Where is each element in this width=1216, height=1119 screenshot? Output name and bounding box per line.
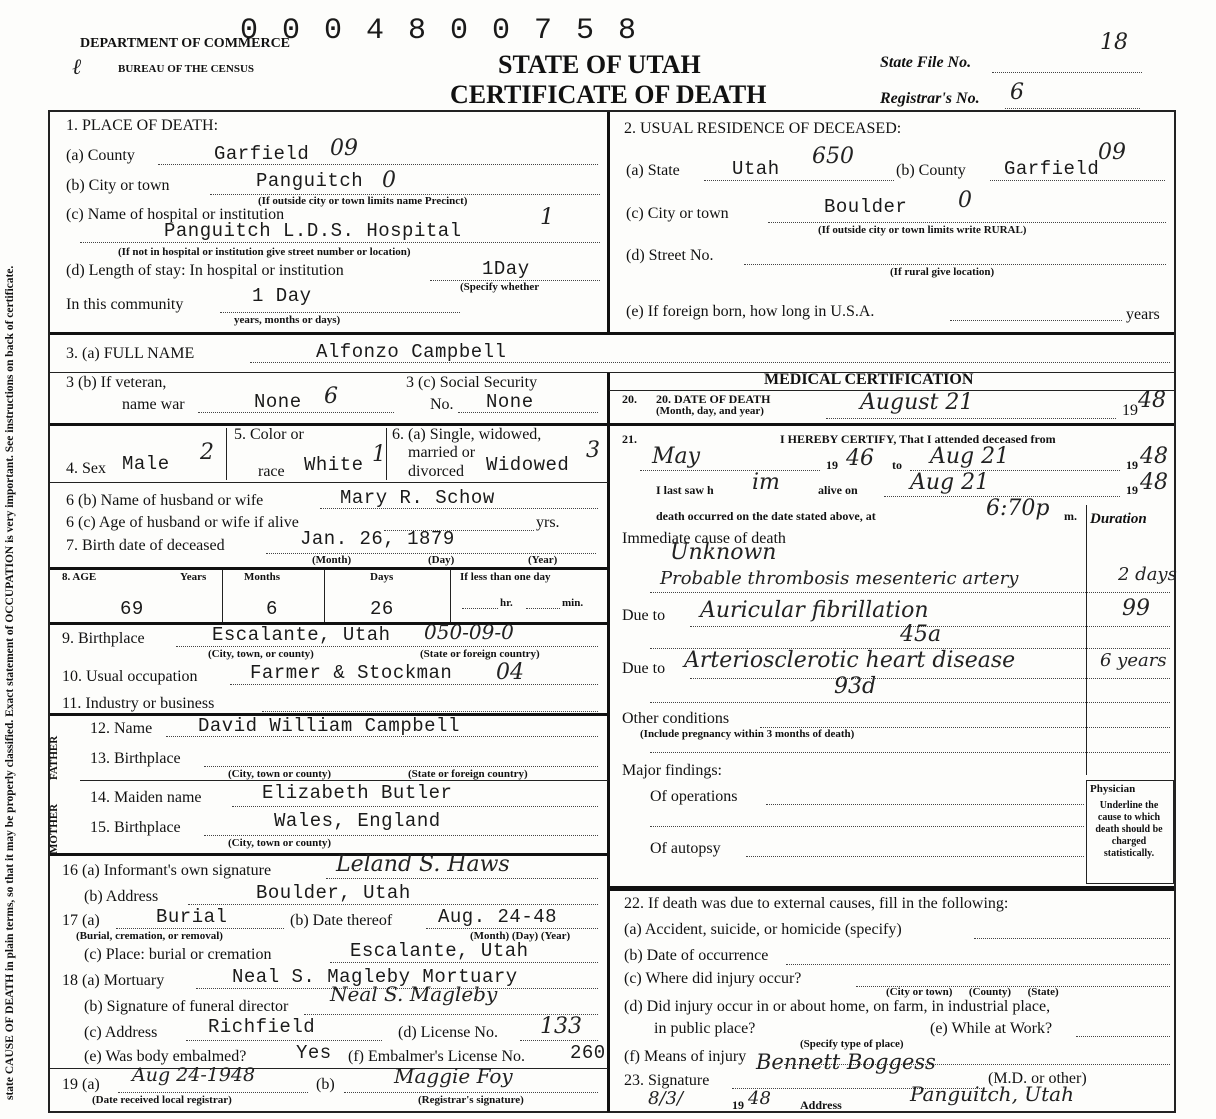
immediate-value-2: Probable thrombosis mesenteric artery <box>660 568 1019 589</box>
age-label: 8. AGE <box>62 571 97 583</box>
spouse-label: 6 (b) Name of husband or wife <box>66 492 264 509</box>
stay-note: (Specify whether <box>460 281 540 293</box>
full-name-label: 3. (a) FULL NAME <box>66 345 195 362</box>
license-value: 133 <box>540 1014 582 1039</box>
burial-date-label: (b) Date thereof <box>290 912 393 929</box>
community-note: years, months or days) <box>234 314 341 326</box>
where-label: (c) Where did injury occur? <box>624 970 802 987</box>
sig-address-label: Address <box>800 1098 842 1112</box>
from-year: 46 <box>846 446 874 471</box>
ssn-label-1: 3 (c) Social Security <box>406 374 538 391</box>
received-note: (Date received local registrar) <box>92 1094 232 1106</box>
mother-bp-note: (City, town or county) <box>228 837 332 849</box>
birthplace-note-1: (City, town, or county) <box>208 648 314 660</box>
occurred-suffix: m. <box>1064 509 1077 523</box>
res-state-label: (a) State <box>626 162 680 179</box>
major-findings-label: Major findings: <box>622 762 722 779</box>
check-mark: ℓ <box>72 55 82 80</box>
embalmed-label: (e) Was body embalmed? <box>84 1048 247 1065</box>
registrar-sig-label: (b) <box>316 1076 335 1093</box>
where-note: (City or town) (County) (State) <box>886 986 1059 998</box>
alive-label: alive on <box>818 483 858 497</box>
birth-date-label: 7. Birth date of deceased <box>66 537 225 554</box>
date-of-death-label: 20. <box>622 392 637 406</box>
mother-birthplace-label: 15. Birthplace <box>90 819 181 836</box>
burial-place-value: Escalante, Utah <box>350 940 529 962</box>
from-year-prefix: 19 <box>826 458 838 472</box>
res-state-value: Utah <box>732 158 780 180</box>
immediate-label: Immediate cause of death <box>622 530 786 547</box>
spouse-value: Mary R. Schow <box>340 487 495 509</box>
work-label: (e) While at Work? <box>930 1020 1053 1037</box>
due1-duration: 99 <box>1122 596 1150 621</box>
color-label-2: race <box>258 463 285 480</box>
mother-maiden-value: Elizabeth Butler <box>262 782 453 804</box>
occurred-time: 6:70p <box>986 496 1050 521</box>
birth-date-value: Jan. 26, 1879 <box>300 528 455 550</box>
bureau-label: BUREAU OF THE CENSUS <box>118 63 255 75</box>
marital-label-1: 6. (a) Single, widowed, <box>392 426 542 443</box>
sex-code: 2 <box>200 440 214 465</box>
industrial-label-2: in public place? <box>654 1020 756 1037</box>
physician-heading: Physician <box>1090 783 1136 795</box>
burial-value: Burial <box>156 906 228 928</box>
state-title: STATE OF UTAH <box>498 50 701 79</box>
color-label-1: 5. Color or <box>234 426 304 443</box>
months-label: Months <box>244 571 281 583</box>
years-label: Years <box>180 571 207 583</box>
marital-label-2: married or <box>408 444 476 461</box>
means-label: (f) Means of injury <box>624 1048 747 1065</box>
burial-label: 17 (a) <box>62 912 100 929</box>
specify-note: (Specify type of place) <box>800 1038 904 1050</box>
city-label: (b) City or town <box>66 177 170 194</box>
informant-address-value: Boulder, Utah <box>256 882 411 904</box>
birthplace-note-2: (State or foreign country) <box>420 648 540 660</box>
res-city-code: 0 <box>958 188 972 213</box>
occurrence-date-label: (b) Date of occurrence <box>624 947 769 964</box>
city-note: (If outside city or town limits name Precinct) <box>258 195 468 207</box>
birthplace-code: 050-09-0 <box>424 620 514 644</box>
color-value: White <box>304 454 364 476</box>
industrial-label-1: (d) Did injury occur in or about home, on farm, in industrial place, <box>624 998 1051 1015</box>
embalmed-value: Yes <box>296 1042 332 1064</box>
veteran-label-2: name war <box>122 396 185 413</box>
res-state-code: 650 <box>812 144 854 169</box>
burial-date-value: Aug. 24-48 <box>438 906 558 928</box>
due1-label: Due to <box>622 607 666 624</box>
sex-label: 4. Sex <box>66 460 106 477</box>
mother-birthplace-value: Wales, England <box>274 810 441 832</box>
spouse-age-suffix: yrs. <box>536 514 560 531</box>
embalmer-label: (f) Embalmer's License No. <box>348 1048 526 1065</box>
certify-num: 21. <box>622 432 637 446</box>
hospital-label: (c) Name of hospital or institution <box>66 206 285 223</box>
due2-duration: 6 years <box>1100 650 1167 671</box>
mortuary-label: 18 (a) Mortuary <box>62 972 165 989</box>
alive-year: 48 <box>1140 470 1168 495</box>
from-value: May <box>652 444 701 469</box>
side-margin-instructions <box>2 20 52 1100</box>
external-heading: 22. If death was due to external causes, fill in the following: <box>624 895 1009 912</box>
birth-month-note: (Month) <box>312 554 352 566</box>
marital-code: 3 <box>586 438 600 463</box>
burial-note: (Burial, cremation, or removal) <box>76 930 223 942</box>
veteran-value: None <box>254 391 302 413</box>
hospital-value: Panguitch L.D.S. Hospital <box>164 220 462 242</box>
due2-code: 93d <box>834 674 877 699</box>
birthplace-label: 9. Birthplace <box>62 630 145 647</box>
stay-value: 1Day <box>482 258 530 280</box>
department-label: DEPARTMENT OF COMMERCE <box>80 36 291 51</box>
res-county-value: Garfield <box>1004 158 1100 180</box>
license-label: (d) License No. <box>398 1024 498 1041</box>
to-label: to <box>892 458 902 472</box>
signature-label: 23. Signature <box>624 1072 710 1089</box>
to-year: 48 <box>1140 444 1168 469</box>
md-label: (M.D. or other) <box>988 1070 1087 1087</box>
father-birthplace-label: 13. Birthplace <box>90 750 181 767</box>
operations-label: Of operations <box>650 788 738 805</box>
burial-date-note: (Month) (Day) (Year) <box>470 930 571 942</box>
accident-label: (a) Accident, suicide, or homicide (specify) <box>624 921 902 938</box>
sig-address-value: Panguitch, Utah <box>910 1082 1074 1106</box>
received-value: Aug 24-1948 <box>132 1064 256 1086</box>
immediate-value: Unknown <box>670 540 777 565</box>
res-street-note: (If rural give location) <box>890 266 995 278</box>
medical-heading: MEDICAL CERTIFICATION <box>764 371 974 388</box>
date-of-death-value: August 21 <box>860 390 974 415</box>
stay-label: (d) Length of stay: In hospital or institution <box>66 262 344 279</box>
father-name-label: 12. Name <box>90 720 153 737</box>
res-city-value: Boulder <box>824 196 908 218</box>
veteran-code: 6 <box>324 384 338 409</box>
side-margin-text: state CAUSE OF DEATH in plain terms, so that it may be properly classified. Exact statement of OCCUPATION is very important. See instructions on back of certificate. <box>4 265 16 1100</box>
immediate-duration: 2 days <box>1118 564 1177 585</box>
birth-day-note: (Day) <box>428 554 455 566</box>
to-value: Aug 21 <box>930 444 1010 469</box>
res-county-code: 09 <box>1098 140 1126 165</box>
other-conditions-note: (Include pregnancy within 3 months of death) <box>640 728 855 740</box>
days-label: Days <box>370 571 394 583</box>
ssn-label-2: No. <box>430 396 454 413</box>
director-sig: Neal S. Magleby <box>330 982 498 1006</box>
date-of-death-note: (Month, day, and year) <box>656 405 764 417</box>
birthplace-value: Escalante, Utah <box>212 624 391 646</box>
other-conditions-label: Other conditions <box>622 710 730 727</box>
sex-value: Male <box>122 453 170 475</box>
occupation-value: Farmer & Stockman <box>250 662 453 684</box>
community-label: In this community <box>66 296 184 313</box>
mort-address-label: (c) Address <box>84 1024 158 1041</box>
county-code: 09 <box>330 136 358 161</box>
registrar-sig-note: (Registrar's signature) <box>418 1094 524 1106</box>
birth-year-note: (Year) <box>528 554 558 566</box>
due1-code: 45a <box>900 622 942 647</box>
state-file-value: 18 <box>1100 30 1128 55</box>
date-of-death-year-prefix: 19 <box>1122 402 1138 419</box>
alive-year-prefix: 19 <box>1126 483 1138 497</box>
occupation-label: 10. Usual occupation <box>62 668 198 685</box>
ssn-value: None <box>486 391 534 413</box>
burial-place-label: (c) Place: burial or cremation <box>84 946 272 963</box>
certificate-title: CERTIFICATE OF DEATH <box>450 80 767 109</box>
certify-text: I HEREBY CERTIFY, That I attended deceased from <box>780 432 1056 446</box>
informant-sig-value: Leland S. Haws <box>336 852 510 877</box>
physician-note: Underline the cause to which death should be charged statistically. <box>1095 800 1163 859</box>
father-name-value: David William Campbell <box>198 715 460 737</box>
last-saw-value: im <box>752 470 780 495</box>
registrar-label: Registrar's No. <box>880 90 980 107</box>
to-year-prefix: 19 <box>1126 458 1138 472</box>
last-saw-label: I last saw h <box>656 483 714 497</box>
duration-label: Duration <box>1090 511 1147 527</box>
informant-sig-label: 16 (a) Informant's own signature <box>62 862 272 879</box>
spouse-age-label: 6 (c) Age of husband or wife if alive <box>66 514 299 531</box>
veteran-label-1: 3 (b) If veteran, <box>66 374 167 391</box>
autopsy-label: Of autopsy <box>650 840 721 857</box>
city-code: 0 <box>382 168 396 193</box>
father-bp-note-2: (State or foreign country) <box>408 768 528 780</box>
director-label: (b) Signature of funeral director <box>84 998 289 1015</box>
due1-value: Auricular fibrillation <box>700 598 929 623</box>
embalmer-value: 260 <box>570 1042 606 1064</box>
registrar-sig-value: Maggie Foy <box>394 1064 513 1088</box>
sig-date: 8/3/ <box>648 1088 684 1109</box>
less-day-label: If less than one day <box>460 571 551 583</box>
received-label: 19 (a) <box>62 1076 100 1093</box>
registrar-value: 6 <box>1010 80 1024 105</box>
county-value: Garfield <box>214 143 310 165</box>
community-value: 1 Day <box>252 285 312 307</box>
hospital-code: 1 <box>540 205 554 230</box>
serial-number: 0 0 0 4 8 0 0 7 5 8 <box>240 14 640 48</box>
mother-maiden-label: 14. Maiden name <box>90 789 202 806</box>
hr-label: hr. <box>500 597 513 609</box>
marital-label-3: divorced <box>408 463 464 480</box>
date-of-death-text: 20. DATE OF DEATH <box>656 392 771 406</box>
alive-value: Aug 21 <box>910 470 990 495</box>
due2-value: Arteriosclerotic heart disease <box>684 648 1016 673</box>
mother-side-label: MOTHER <box>48 803 60 854</box>
min-label: min. <box>562 597 584 609</box>
city-value: Panguitch <box>256 170 364 192</box>
informant-address-label: (b) Address <box>84 888 159 905</box>
place-of-death-heading: 1. PLACE OF DEATH: <box>66 117 219 134</box>
signature-value: Bennett Boggess <box>756 1050 936 1074</box>
age-days: 26 <box>370 598 394 620</box>
res-city-label: (c) City or town <box>626 205 729 222</box>
occurred-label: death occurred on the date stated above, at <box>656 509 876 523</box>
county-label: (a) County <box>66 147 135 164</box>
mort-address-value: Richfield <box>208 1016 316 1038</box>
res-city-note: (If outside city or town limits write RURAL) <box>818 224 1027 236</box>
age-years: 69 <box>120 598 144 620</box>
res-street-label: (d) Street No. <box>626 247 714 264</box>
full-name-value: Alfonzo Campbell <box>316 341 507 363</box>
marital-value: Widowed <box>486 454 570 476</box>
foreign-suffix: years <box>1126 306 1160 323</box>
father-side-label: FATHER <box>48 735 60 780</box>
res-county-label: (b) County <box>896 162 966 179</box>
foreign-label: (e) If foreign born, how long in U.S.A. <box>626 303 875 320</box>
hospital-note: (If not in hospital or institution give street number or location) <box>118 246 411 258</box>
date-of-death-year: 48 <box>1138 388 1166 413</box>
due2-label: Due to <box>622 660 666 677</box>
residence-heading: 2. USUAL RESIDENCE OF DECEASED: <box>624 120 902 137</box>
age-months: 6 <box>266 598 278 620</box>
occupation-code: 04 <box>496 660 524 685</box>
sig-year-prefix: 19 <box>732 1098 744 1112</box>
sig-year: 48 <box>748 1088 771 1109</box>
state-file-label: State File No. <box>880 54 972 71</box>
mortuary-value: Neal S. Magleby Mortuary <box>232 966 518 988</box>
father-bp-note-1: (City, town or county) <box>228 768 332 780</box>
color-code: 1 <box>372 442 386 467</box>
industry-label: 11. Industry or business <box>62 695 215 712</box>
